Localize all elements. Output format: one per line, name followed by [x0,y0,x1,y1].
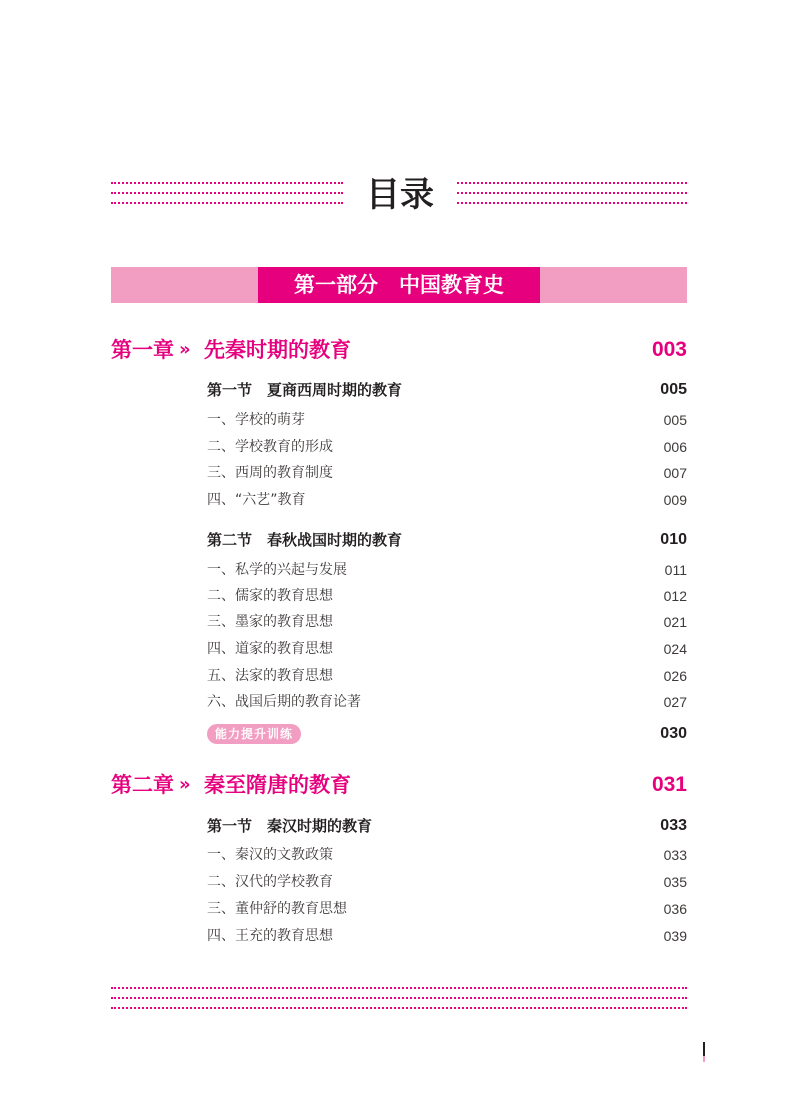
section-title: 第二节 春秋战国时期的教育 [207,531,403,549]
toc-item-page: 024 [663,641,687,657]
toc-item[interactable] [207,664,687,688]
double-chevron-right-icon: » [179,339,191,360]
toc-item-title: 二、学校教育的形成 [207,439,333,455]
toc-item-page: 021 [663,614,687,630]
toc-item-page: 026 [663,668,687,684]
title-divider-right-mid [457,192,687,194]
chapter-2-heading[interactable] [111,770,687,800]
bottom-divider-mid [111,997,687,999]
section-row[interactable] [207,814,687,838]
toc-item-title: 五、法家的教育思想 [207,668,333,684]
toc-item-title: 一、私学的兴起与发展 [207,562,347,578]
bottom-divider-bottom [111,1007,687,1009]
chapter-title: 先秦时期的教育 [204,338,351,362]
chapter-title: 秦至隋唐的教育 [204,773,351,797]
toc-item[interactable] [207,461,687,485]
toc-item-page: 027 [663,694,687,710]
toc-item-page: 011 [664,562,687,578]
toc-item[interactable] [207,897,687,921]
toc-item-page: 035 [663,874,687,890]
chapter-number: 第一章 [111,338,174,362]
toc-item-title: 四、王充的教育思想 [207,928,333,944]
toc-item-page: 005 [663,412,687,428]
toc-item-title: 四、“六艺”教育 [207,492,306,508]
title-divider-left-top [111,182,343,184]
toc-item[interactable] [207,435,687,459]
toc-item-title: 二、汉代的学校教育 [207,874,333,890]
training-badge: 能力提升训练 [207,724,301,744]
bottom-divider-top [111,987,687,989]
chapter-page-number: 003 [651,338,687,361]
section-row[interactable] [207,378,687,402]
training-row[interactable] [207,722,687,746]
toc-item-title: 二、儒家的教育思想 [207,588,333,604]
toc-item-page: 033 [663,847,687,863]
toc-item[interactable] [207,843,687,867]
toc-item-title: 一、学校的萌芽 [207,412,305,428]
toc-item-title: 六、战国后期的教育论著 [207,694,361,710]
toc-item-title: 一、秦汉的文教政策 [207,847,333,863]
chapter-number: 第二章 [111,773,174,797]
toc-item[interactable] [207,408,687,432]
chapter-1-heading[interactable] [111,335,687,365]
toc-item-title: 三、西周的教育制度 [207,465,333,481]
toc-item-page: 007 [663,465,687,481]
toc-item-page: 039 [663,928,687,944]
title-divider-right-bottom [457,202,687,204]
section-page-number: 010 [660,531,687,548]
section-page-number: 033 [660,817,687,834]
toc-item[interactable] [207,488,687,512]
part-heading: 第一部分 中国教育史 [258,267,540,303]
double-chevron-right-icon: » [179,774,191,795]
toc-item[interactable] [207,924,687,948]
toc-item[interactable] [207,870,687,894]
toc-item-title: 三、董仲舒的教育思想 [207,901,347,917]
toc-item[interactable] [207,584,687,608]
section-title: 第一节 夏商西周时期的教育 [207,381,403,399]
title-divider-right-top [457,182,687,184]
toc-item[interactable] [207,610,687,634]
toc-item-page: 036 [663,901,687,917]
chapter-page-number: 031 [651,773,687,796]
title-divider-left-mid [111,192,343,194]
toc-item[interactable] [207,637,687,661]
section-row[interactable] [207,528,687,552]
section-title: 第一节 秦汉时期的教育 [207,817,373,835]
training-page-number: 030 [660,725,687,742]
section-page-number: 005 [660,381,687,398]
title-divider-left-bottom [111,202,343,204]
page-edge-mark [703,1042,705,1056]
toc-item-page: 009 [663,492,687,508]
toc-item-page: 012 [663,588,687,604]
toc-item-title: 三、墨家的教育思想 [207,614,333,630]
toc-item-title: 四、道家的教育思想 [207,641,333,657]
toc-item-page: 006 [663,439,687,455]
toc-item[interactable] [207,558,687,582]
page-edge-mark-accent [703,1056,705,1062]
toc-item[interactable] [207,690,687,714]
page-title: 目录 [366,175,434,215]
